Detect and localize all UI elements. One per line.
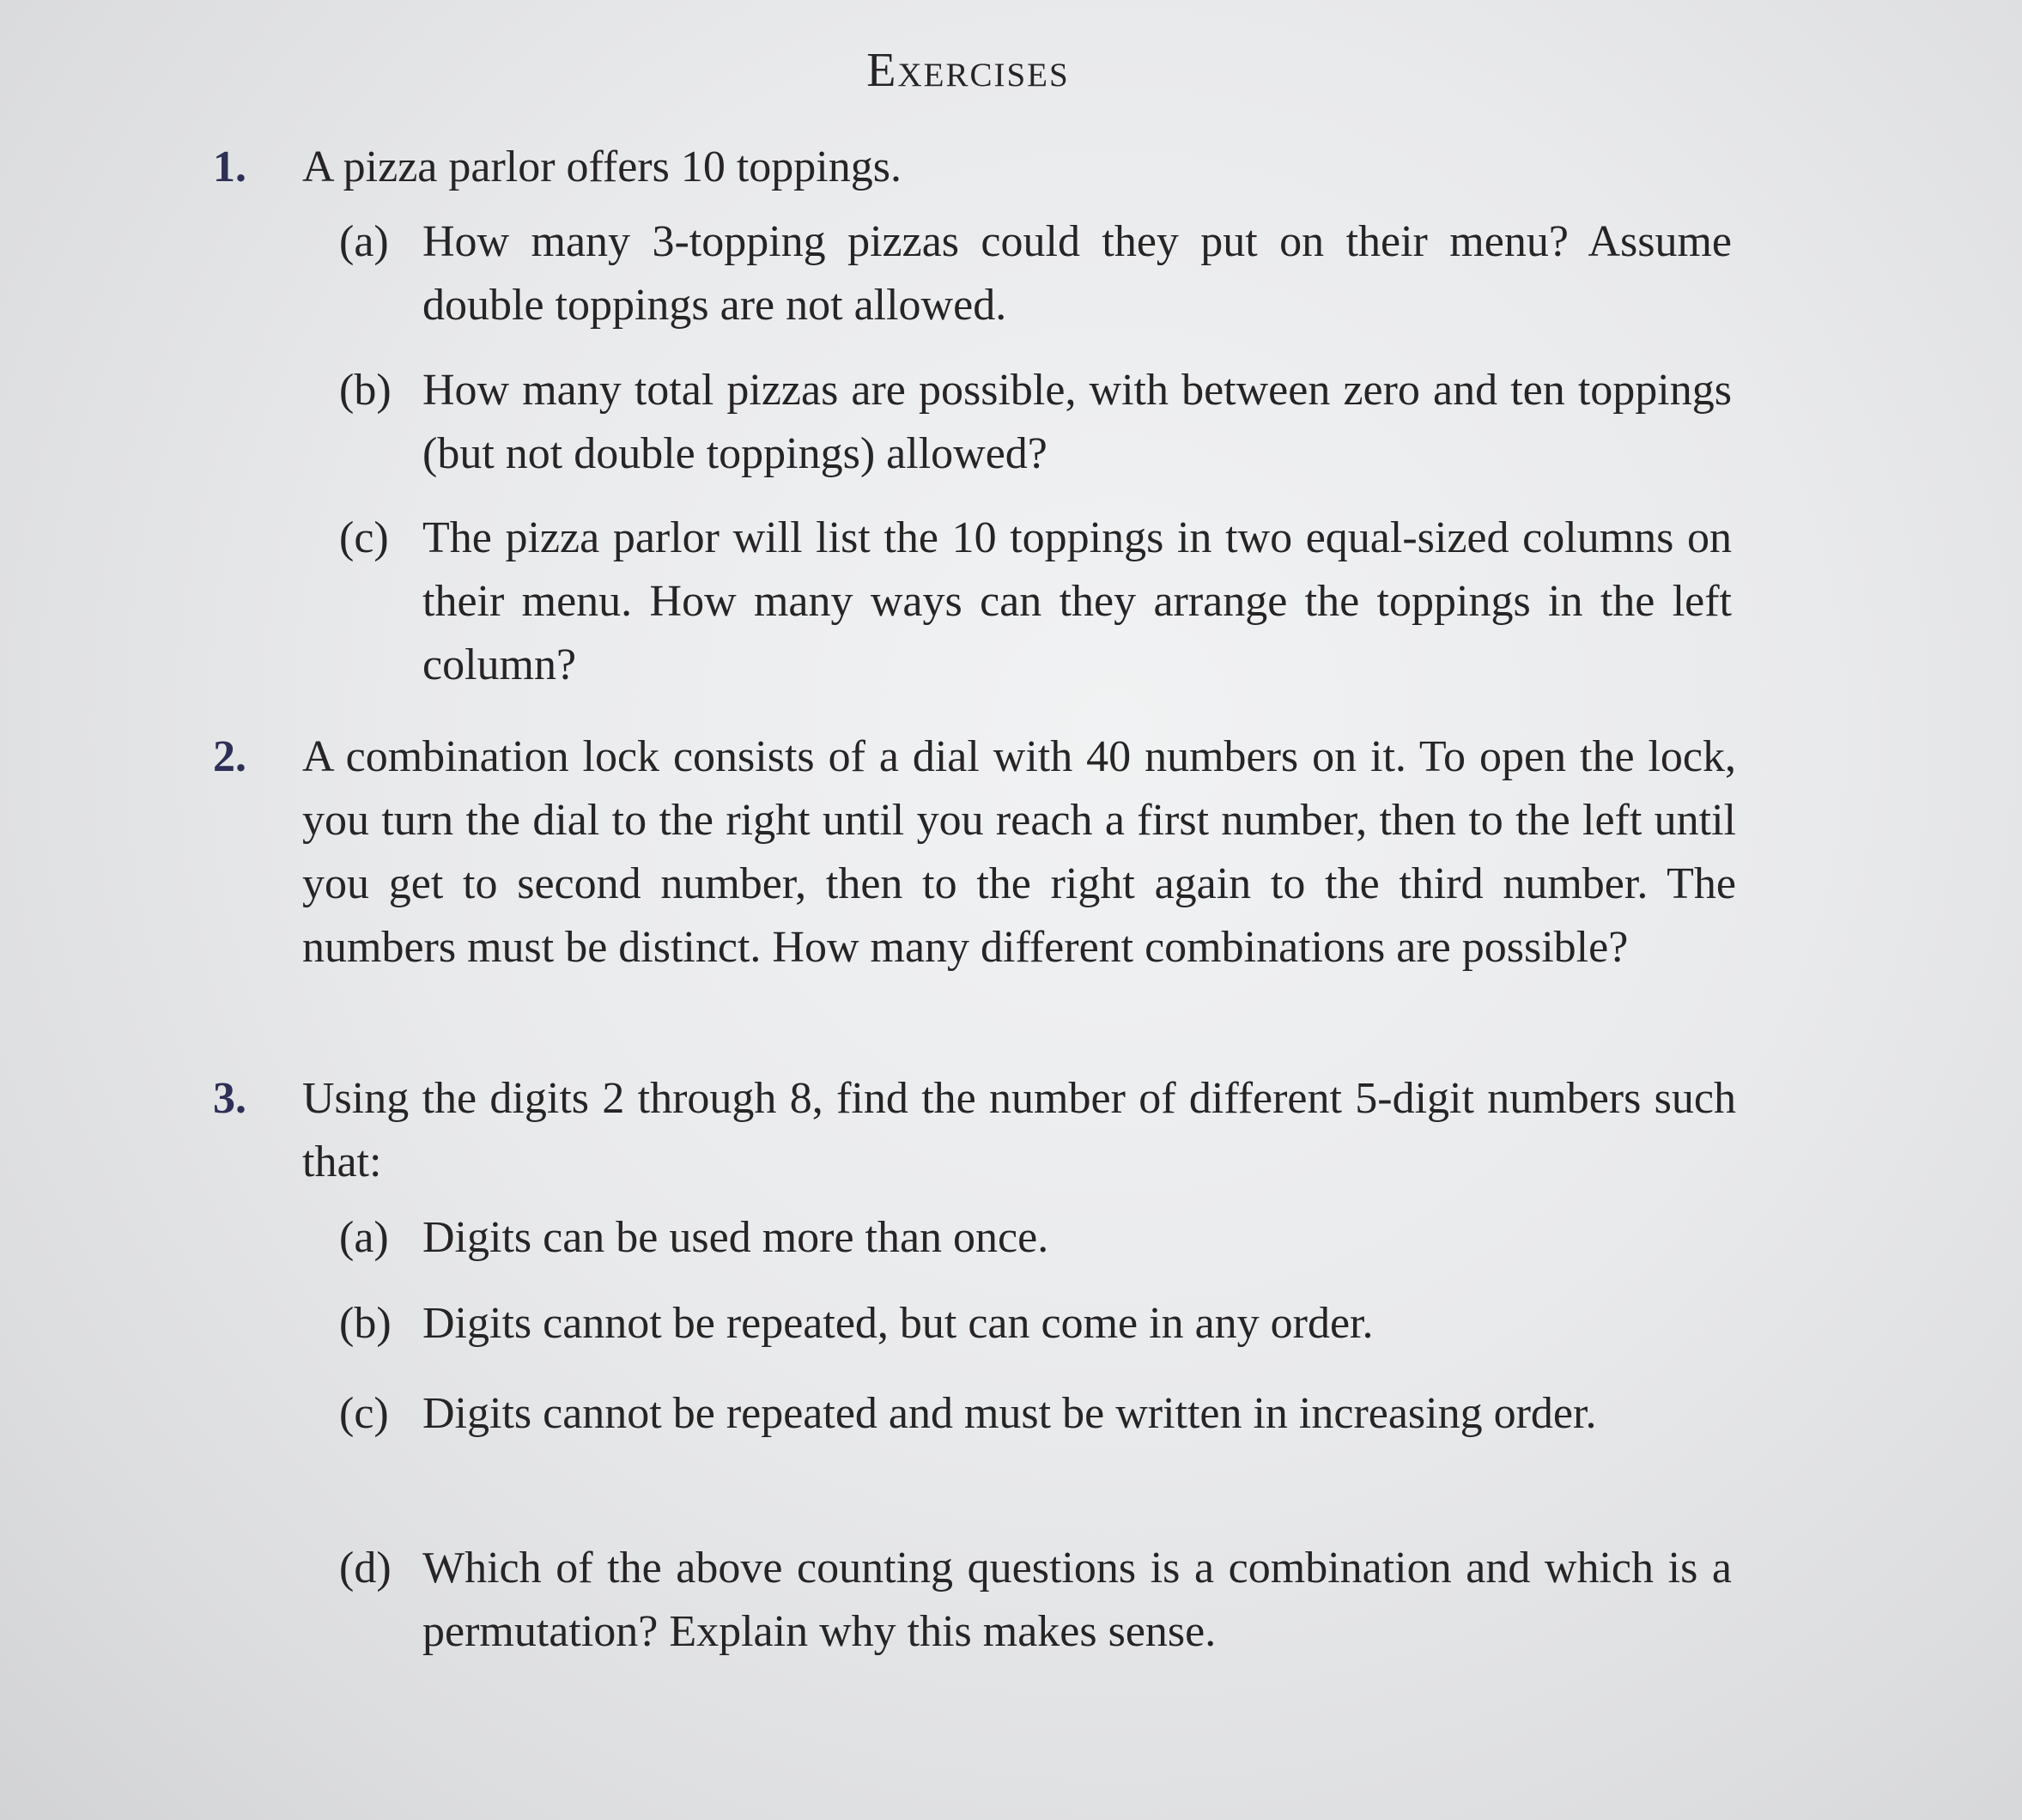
part-text-1a: How many 3-topping pizzas could they put on their menu? Assume double toppings are not allowed. xyxy=(422,217,1732,330)
part-label-1a: (a) xyxy=(339,217,389,266)
exercise-text-3: Using the digits 2 through 8, find the number of different 5-digit numbers such that: xyxy=(302,1074,1736,1186)
heading-text: Exercises xyxy=(866,44,1070,97)
part-label-3d: (d) xyxy=(339,1544,392,1592)
part-text-3d: Which of the above counting questions is a combination and which is a permutation? Explain why this makes sense. xyxy=(422,1544,1732,1656)
exercise-number-1: 1. xyxy=(213,143,246,191)
part-text-3a: Digits can be used more than once. xyxy=(422,1213,1049,1262)
exercise-number-3: 3. xyxy=(213,1074,246,1123)
exercise-text-2: A combination lock consists of a dial with 40 numbers on it. To open the lock, you turn the dial to the right until you reach a first number, then to the left until you get to second number, then to the right again to the third number. The numbers must be distinct. How many different combinations are possible? xyxy=(302,732,1736,972)
part-label-3c: (c) xyxy=(339,1389,389,1438)
part-label-1c: (c) xyxy=(339,513,389,562)
part-label-1b: (b) xyxy=(339,366,392,415)
part-text-3c: Digits cannot be repeated and must be written in increasing order. xyxy=(422,1389,1597,1438)
part-label-3a: (a) xyxy=(339,1213,389,1262)
part-text-1c: The pizza parlor will list the 10 toppings in two equal-sized columns on their menu. How many ways can they arrange the toppings in the left column? xyxy=(422,513,1732,689)
part-text-1b: How many total pizzas are possible, with between zero and ten toppings (but not double toppings) allowed? xyxy=(422,366,1732,478)
exercise-number-2: 2. xyxy=(213,732,246,781)
part-label-3b: (b) xyxy=(339,1299,392,1348)
part-text-3b: Digits cannot be repeated, but can come in any order. xyxy=(422,1299,1374,1348)
page-title xyxy=(0,45,2022,96)
exercise-text-1: A pizza parlor offers 10 toppings. xyxy=(302,143,902,191)
